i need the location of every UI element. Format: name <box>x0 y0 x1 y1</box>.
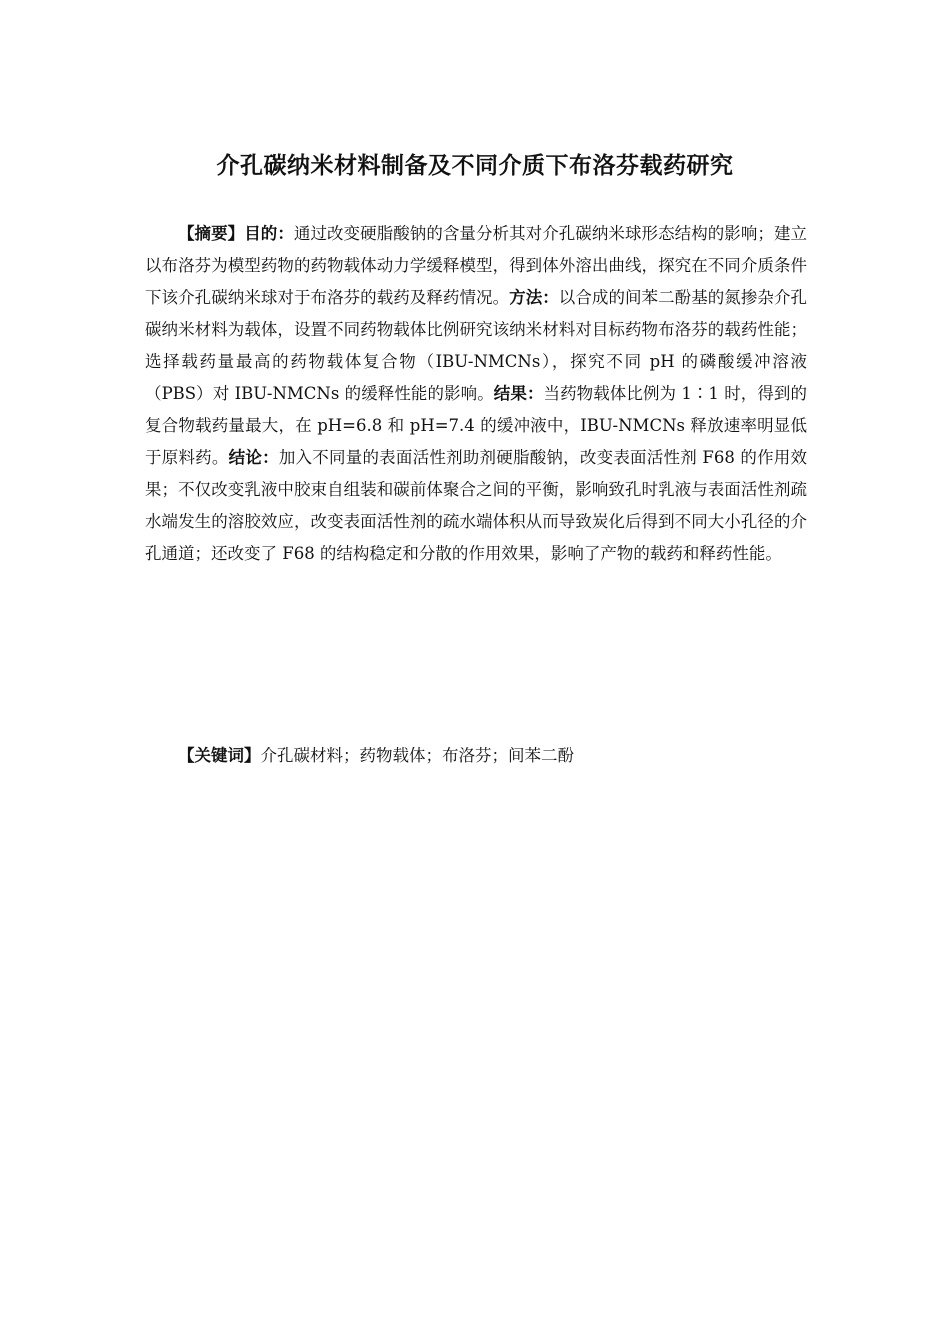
purpose-label: 目的： <box>244 224 294 243</box>
keywords-text: 介孔碳材料；药物载体；布洛芬；间苯二酚 <box>260 746 574 765</box>
paper-title: 介孔碳纳米材料制备及不同介质下布洛芬载药研究 <box>216 153 734 179</box>
conclusion-label: 结论： <box>228 448 279 467</box>
result-label: 结果： <box>493 384 544 403</box>
keywords-line <box>145 740 807 772</box>
method-text: 以合成的间苯二酚基的氮掺杂介孔碳纳米材料为载体，设置不同药物载体比例研究该纳米材料对目标药物布洛芬的载药性能；选择载药量最高的药物载体复合物（IBU-NMCNs），探究不同 pH 的磷酸缓冲溶液（PBS）对 IBU-NMCNs 的缓释性能的影响。 <box>145 288 808 403</box>
abstract-label: 【摘要】 <box>178 224 245 243</box>
purpose-text: 通过改变硬脂酸钠的含量分析其对介孔碳纳米球形态结构的影响；建立以布洛芬为模型药物的药物载体动力学缓释模型，得到体外溶出曲线，探究在不同介质条件下该介孔碳纳米球对于布洛芬的载药及释药情况。 <box>145 224 808 307</box>
result-text: 当药物载体比例为 1∶1 时，得到的复合物载药量最大，在 pH=6.8 和 pH=7.4 的缓冲液中，IBU-NMCNs 释放速率明显低于原料药。 <box>145 384 807 467</box>
method-label: 方法： <box>509 288 559 307</box>
abstract-paragraph <box>145 218 807 570</box>
keywords-label: 【关键词】 <box>178 746 261 765</box>
conclusion-text: 加入不同量的表面活性剂助剂硬脂酸钠，改变表面活性剂 F68 的作用效果；不仅改变乳液中胶束自组装和碳前体聚合之间的平衡，影响致孔时乳液与表面活性剂疏水端发生的溶胶效应，改变表面活性剂的疏水端体积从而导致炭化后得到不同大小孔径的介孔通道；还改变了 F68 的结构稳定和分散的作用效果，影响了产物的载药和释药性能。 <box>145 448 808 563</box>
